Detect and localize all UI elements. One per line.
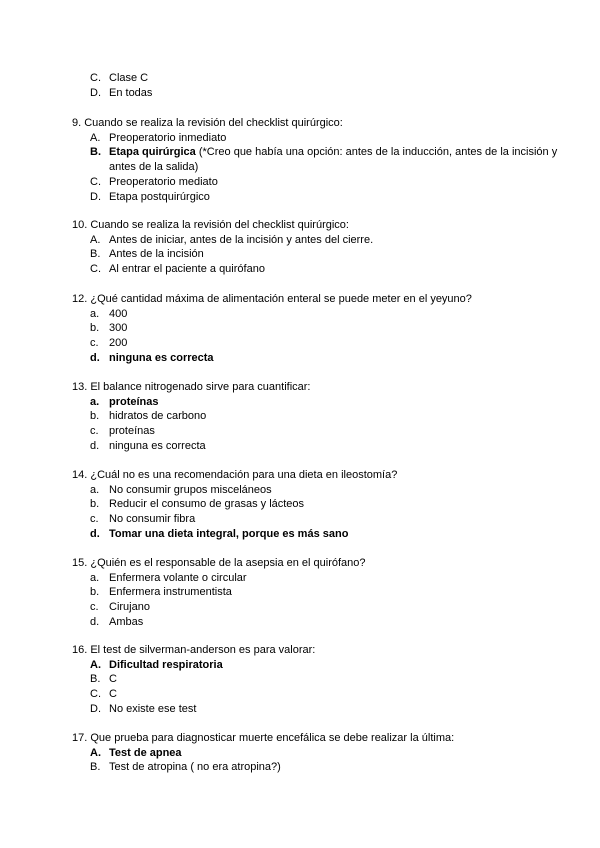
question-text: 14. ¿Cuál no es una recomendación para una dieta en ileostomía?	[72, 469, 398, 481]
option-item	[72, 233, 572, 248]
option-item	[72, 145, 572, 174]
option-text: 300	[109, 322, 128, 335]
option-item	[72, 483, 572, 498]
option-list	[72, 746, 572, 775]
question-text: 13. El balance nitrogenado sirve para cuantificar:	[72, 381, 311, 393]
option-item	[72, 395, 572, 410]
option-item	[72, 687, 572, 702]
option-label: D.	[90, 86, 101, 99]
option-list	[72, 483, 572, 542]
option-label: B.	[90, 673, 101, 686]
option-text: Clase C	[109, 72, 149, 84]
option-label: B.	[90, 248, 101, 261]
option-label: b.	[90, 586, 100, 599]
option-label: a.	[90, 571, 100, 584]
option-text: Etapa postquirúrgico	[109, 190, 210, 203]
option-item	[72, 760, 572, 775]
option-item	[72, 585, 572, 600]
option-label: A.	[90, 233, 101, 246]
option-label: b.	[90, 410, 100, 423]
option-text: ninguna es correcta	[109, 351, 214, 364]
option-label: C.	[90, 263, 101, 276]
question-block	[72, 380, 572, 454]
option-list	[72, 658, 572, 717]
option-text: 200	[109, 337, 128, 350]
option-text: Reducir el consumo de grasas y lácteos	[109, 498, 305, 511]
option-label: c.	[90, 337, 99, 350]
option-item	[72, 247, 572, 262]
option-item	[72, 746, 572, 761]
question-block	[72, 292, 572, 366]
option-label: D.	[90, 702, 101, 715]
option-item	[72, 336, 572, 351]
option-text: Preoperatorio inmediato	[109, 131, 227, 144]
question-text: 17. Que prueba para diagnosticar muerte encefálica se debe realizar la última:	[72, 732, 455, 744]
option-label: c.	[90, 601, 99, 614]
option-label: B.	[90, 146, 101, 159]
option-label: D.	[90, 190, 101, 203]
question-text: 9. Cuando se realiza la revisión del checklist quirúrgico:	[72, 117, 343, 129]
option-item	[72, 512, 572, 527]
option-item	[72, 658, 572, 673]
option-label: d.	[90, 615, 100, 628]
option-text: Etapa quirúrgica	[109, 146, 196, 159]
question-block	[72, 116, 572, 204]
option-item	[72, 615, 572, 630]
option-text: C	[109, 688, 117, 701]
option-text: Test de apnea	[109, 746, 182, 759]
question-block	[72, 468, 572, 542]
option-label: d.	[90, 351, 100, 364]
question-block	[72, 731, 572, 775]
option-label: d.	[90, 527, 100, 540]
option-item	[72, 262, 572, 277]
option-text: Enfermera instrumentista	[109, 586, 232, 599]
option-text: No existe ese test	[109, 702, 197, 715]
option-item	[72, 571, 572, 586]
option-item	[72, 702, 572, 717]
option-label: C.	[90, 175, 101, 188]
question-text: 12. ¿Qué cantidad máxima de alimentación enteral se puede meter en el yeyuno?	[72, 293, 472, 305]
option-text: Test de atropina ( no era atropina?)	[109, 761, 281, 774]
question-text: 10. Cuando se realiza la revisión del checklist quirúrgico:	[72, 219, 349, 231]
option-text: Enfermera volante o circular	[109, 571, 247, 584]
option-item	[72, 71, 572, 86]
question-block	[72, 556, 572, 630]
option-label: C.	[90, 72, 101, 84]
option-text: Antes de la incisión	[109, 248, 204, 261]
option-label: c.	[90, 425, 99, 438]
option-text: ninguna es correcta	[109, 439, 206, 452]
option-label: d.	[90, 439, 100, 452]
option-text: En todas	[109, 86, 153, 99]
option-label: A.	[90, 658, 101, 671]
lead-options	[72, 71, 572, 100]
option-text: Cirujano	[109, 601, 150, 614]
option-label: A.	[90, 746, 101, 759]
question-block	[72, 643, 572, 717]
option-text: C	[109, 673, 117, 686]
option-text: hidratos de carbono	[109, 410, 207, 423]
question-block	[72, 218, 572, 277]
option-label: b.	[90, 322, 100, 335]
option-label: a.	[90, 483, 100, 496]
option-item	[72, 600, 572, 615]
option-text: No consumir grupos misceláneos	[109, 483, 272, 496]
option-label: a.	[90, 307, 100, 320]
option-list	[72, 307, 572, 366]
option-item	[72, 351, 572, 366]
option-label: a.	[90, 395, 100, 408]
question-text: 16. El test de silverman-anderson es para valorar:	[72, 644, 316, 656]
option-list	[72, 233, 572, 277]
option-text: 400	[109, 307, 128, 320]
option-note: (*Creo que había una opción: antes de la inducción, antes de la incisión y antes de la salida)	[109, 146, 558, 174]
option-text: Antes de iniciar, antes de la incisión y antes del cierre.	[109, 233, 374, 246]
option-label: c.	[90, 513, 99, 526]
option-item	[72, 409, 572, 424]
option-label: b.	[90, 498, 100, 511]
option-list	[72, 131, 572, 205]
option-label: B.	[90, 761, 101, 774]
option-item	[72, 321, 572, 336]
option-item	[72, 439, 572, 454]
option-label: A.	[90, 131, 101, 144]
option-item	[72, 497, 572, 512]
option-item	[72, 190, 572, 205]
option-text: Dificultad respiratoria	[109, 658, 223, 671]
option-item	[72, 307, 572, 322]
option-item	[72, 86, 572, 101]
option-item	[72, 424, 572, 439]
option-text: proteínas	[109, 425, 155, 438]
option-text: Al entrar el paciente a quirófano	[109, 263, 265, 276]
option-label: C.	[90, 688, 101, 701]
option-item	[72, 672, 572, 687]
option-list	[72, 571, 572, 630]
option-item	[72, 175, 572, 190]
option-item	[72, 527, 572, 542]
option-text: proteínas	[109, 395, 159, 408]
question-text: 15. ¿Quién es el responsable de la asepsia en el quirófano?	[72, 557, 366, 569]
option-item	[72, 131, 572, 146]
option-text: No consumir fibra	[109, 513, 196, 526]
option-text: Tomar una dieta integral, porque es más sano	[109, 527, 349, 540]
option-text: Ambas	[109, 615, 144, 628]
option-list	[72, 395, 572, 454]
option-text: Preoperatorio mediato	[109, 175, 218, 188]
